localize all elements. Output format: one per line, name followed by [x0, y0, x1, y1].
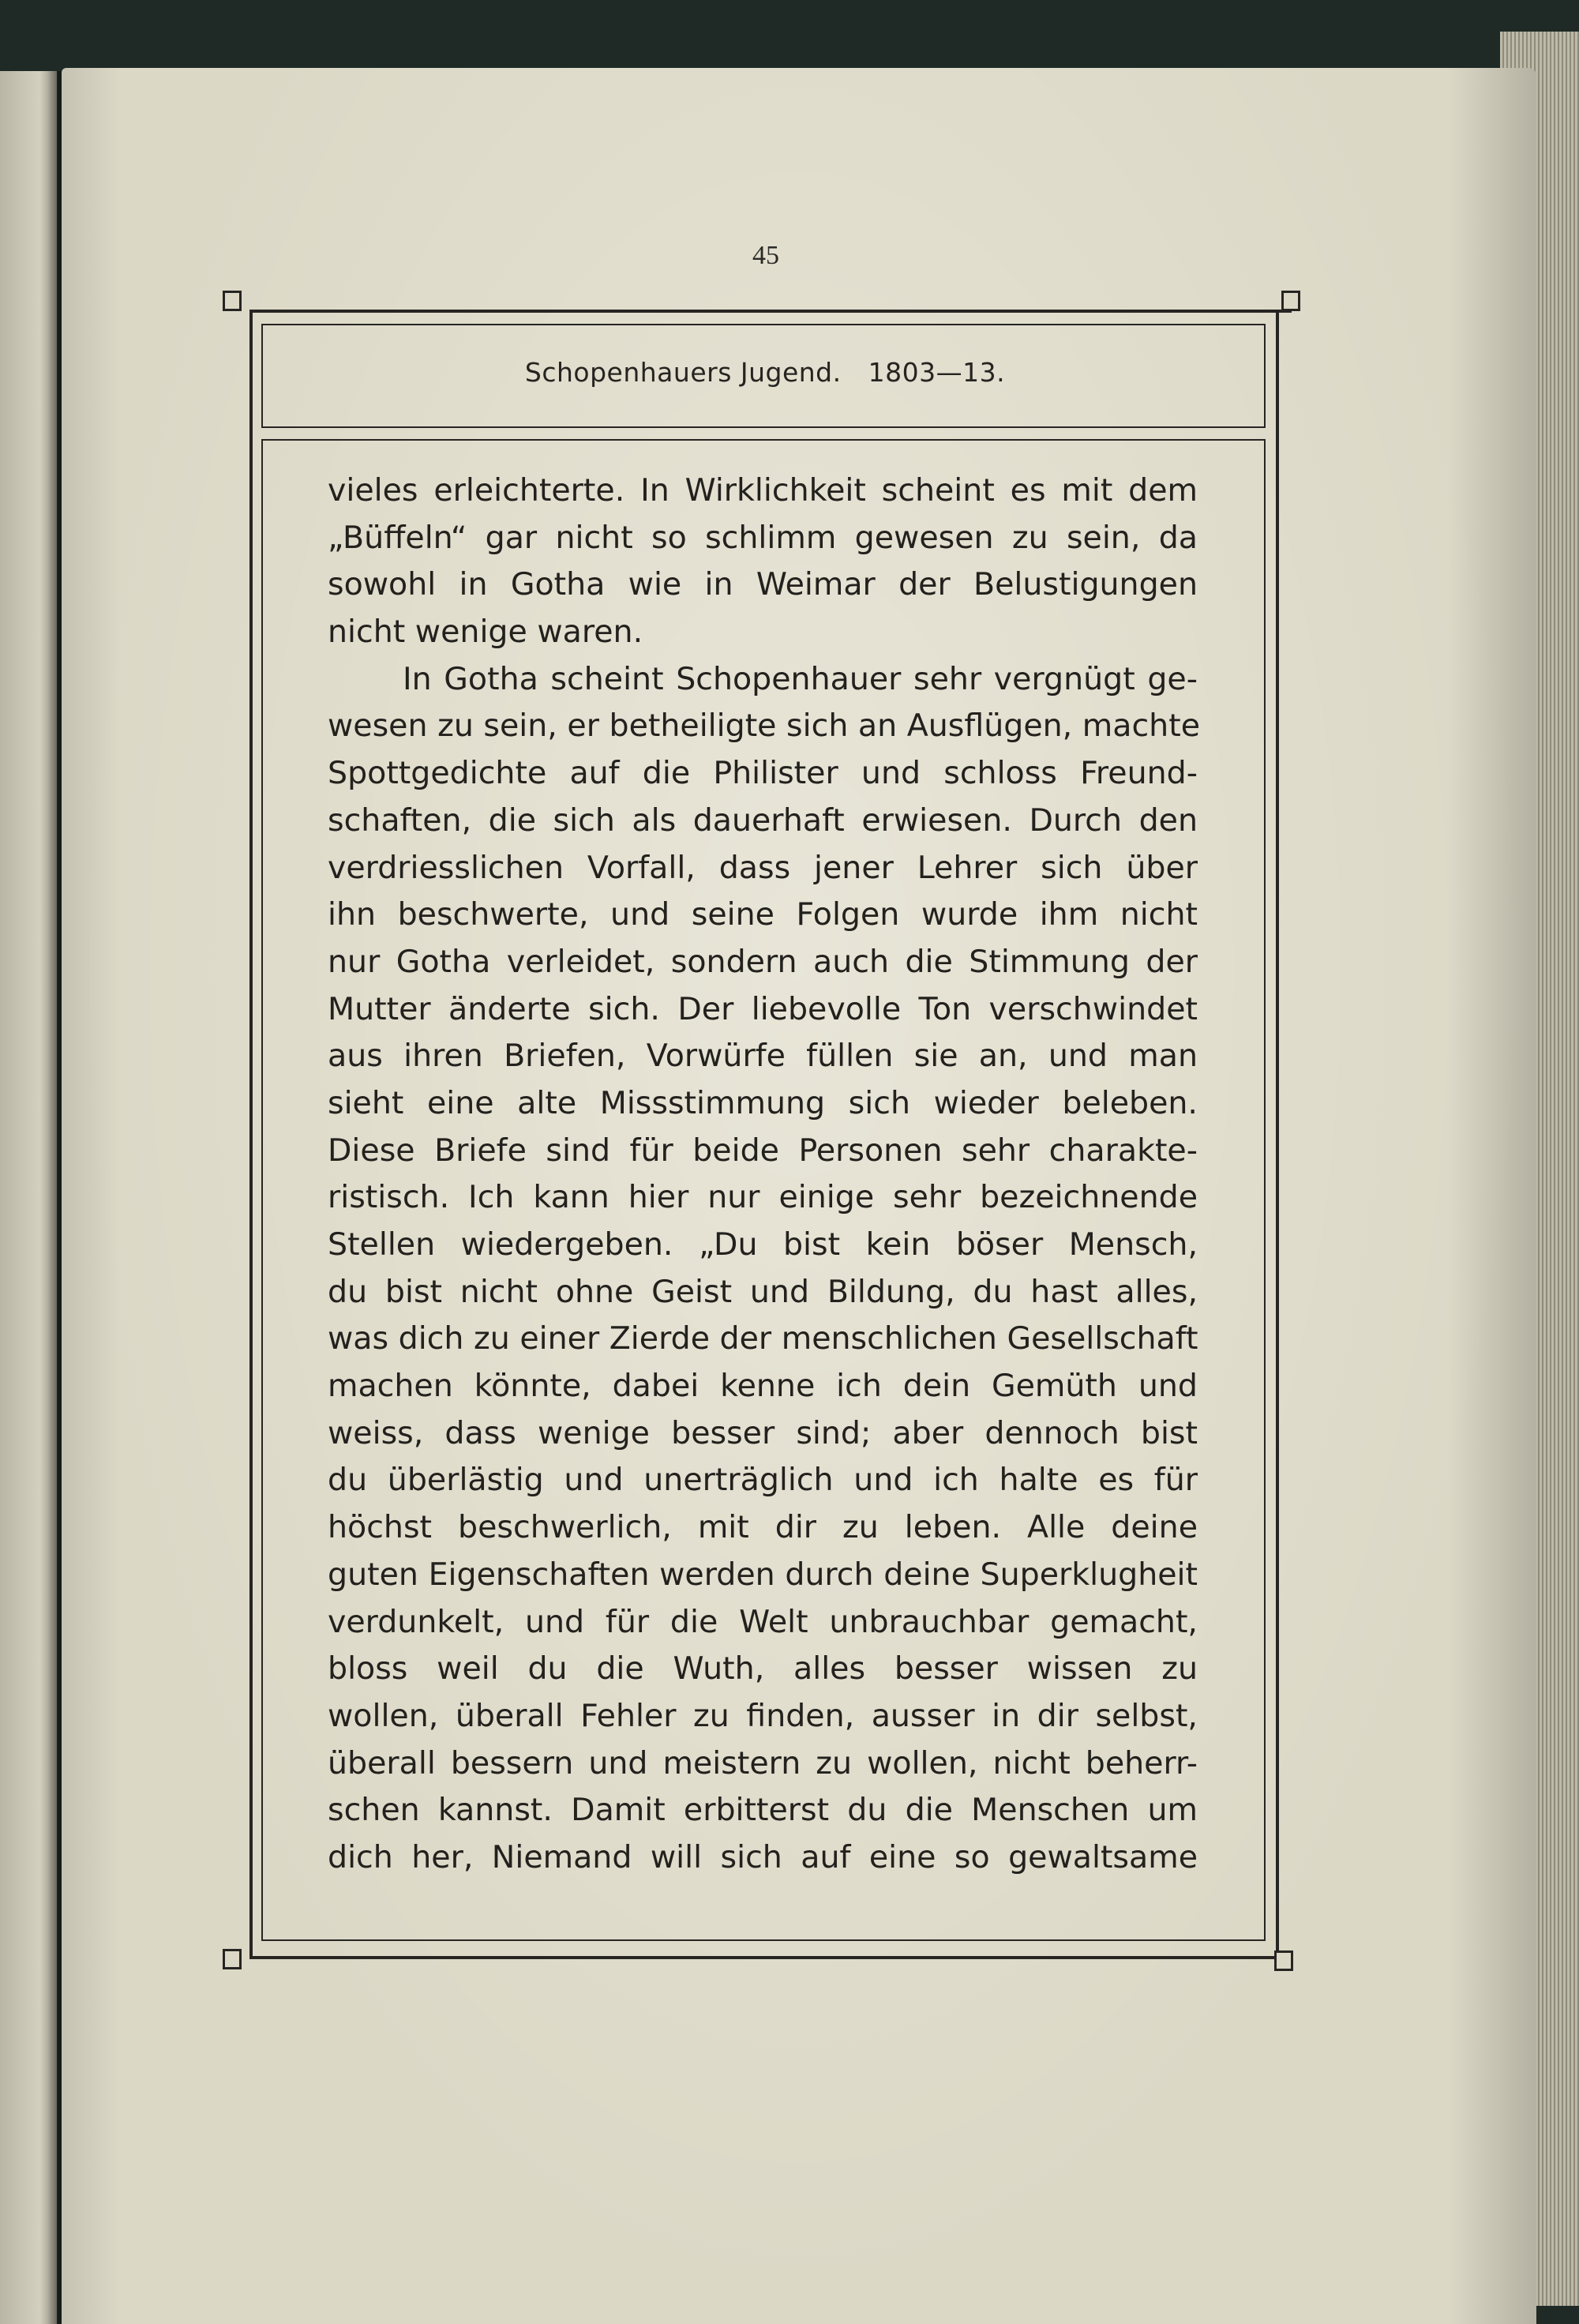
- text-line: sowohl in Gotha wie in Weimar der Belustigungen: [328, 566, 1198, 603]
- page-number: 45: [752, 241, 779, 270]
- text-line: was dich zu einer Zierde der menschlichen Gesellschaft: [328, 1320, 1198, 1357]
- text-box-bottom: [261, 1939, 1266, 1941]
- text-line: weiss, dass wenige besser sind; aber dennoch bist: [328, 1414, 1198, 1451]
- running-head-title: Schopenhauers Jugend.: [524, 357, 842, 388]
- text-line: In Gotha scheint Schopenhauer sehr vergnügt ge-: [403, 660, 1198, 697]
- text-line: verdunkelt, und für die Welt unbrauchbar gemacht,: [328, 1603, 1198, 1640]
- running-head: [265, 357, 1265, 388]
- text-line: machen könnte, dabei kenne ich dein Gemüth und: [328, 1368, 1198, 1405]
- text-line: du bist nicht ohne Geist und Bildung, du hast alles,: [328, 1273, 1198, 1310]
- frame-left-rule: [249, 310, 253, 1959]
- text-line: Spottgedichte auf die Philister und schloss Freund-: [328, 755, 1198, 792]
- text-line: vieles erleichterte. In Wirklichkeit scheint es mit dem: [328, 472, 1198, 509]
- frame-corner-bottom-right: [1274, 1950, 1293, 1971]
- header-box-top: [261, 324, 1266, 325]
- text-line: ristisch. Ich kann hier nur einige sehr bezeichnende: [328, 1179, 1198, 1216]
- text-line: höchst beschwerlich, mit dir zu leben. Alle deine: [328, 1509, 1198, 1546]
- header-box-bottom: [261, 426, 1266, 428]
- text-line: nur Gotha verleidet, sondern auch die Stimmung der: [328, 943, 1198, 980]
- text-line: dich her, Niemand will sich auf eine so gewaltsame: [328, 1838, 1198, 1875]
- text-line: guten Eigenschaften werden durch deine Superklugheit: [328, 1556, 1198, 1593]
- body-text: [328, 467, 1198, 1882]
- header-box-left: [261, 324, 263, 428]
- text-box-top: [261, 439, 1266, 441]
- frame-bottom-rule: [251, 1956, 1292, 1959]
- frame-right-rule: [1276, 310, 1279, 1959]
- frame-corner-top-right: [1281, 291, 1300, 311]
- text-line: nicht wenige waren.: [328, 614, 643, 651]
- text-line: schaften, die sich als dauerhaft erwiesen. Durch den: [328, 802, 1198, 839]
- frame-top-rule: [251, 310, 1292, 313]
- text-line: aus ihren Briefen, Vorwürfe füllen sie an, und man: [328, 1038, 1198, 1075]
- text-line: verdriesslichen Vorfall, dass jener Lehrer sich über: [328, 849, 1198, 886]
- text-line: wesen zu sein, er betheiligte sich an Ausflügen, machte: [328, 708, 1200, 745]
- text-line: schen kannst. Damit erbitterst du die Menschen um: [328, 1792, 1198, 1829]
- text-line: du überlästig und unerträglich und ich halte es für: [328, 1462, 1198, 1499]
- text-line: wollen, überall Fehler zu finden, ausser in dir selbst,: [328, 1697, 1198, 1734]
- text-line: sieht eine alte Missstimmung sich wieder beleben.: [328, 1084, 1198, 1121]
- text-line: „Büffeln“ gar nicht so schlimm gewesen zu sein, da: [328, 519, 1198, 556]
- frame-corner-bottom-left: [223, 1949, 242, 1969]
- text-line: bloss weil du die Wuth, alles besser wissen zu: [328, 1650, 1198, 1688]
- running-head-years: 1803—13.: [868, 357, 1006, 388]
- frame-corner-top-left: [223, 291, 242, 311]
- text-line: Diese Briefe sind für beide Personen sehr charakte-: [328, 1132, 1198, 1169]
- text-line: Mutter änderte sich. Der liebevolle Ton verschwindet: [328, 990, 1198, 1027]
- text-line: ihn beschwerte, und seine Folgen wurde ihm nicht: [328, 896, 1198, 933]
- text-line: Stellen wiedergeben. „Du bist kein böser Mensch,: [328, 1226, 1198, 1263]
- text-line: überall bessern und meistern zu wollen, nicht beherr-: [328, 1744, 1198, 1781]
- text-box-left: [261, 439, 263, 1941]
- text-box-right: [1264, 439, 1266, 1941]
